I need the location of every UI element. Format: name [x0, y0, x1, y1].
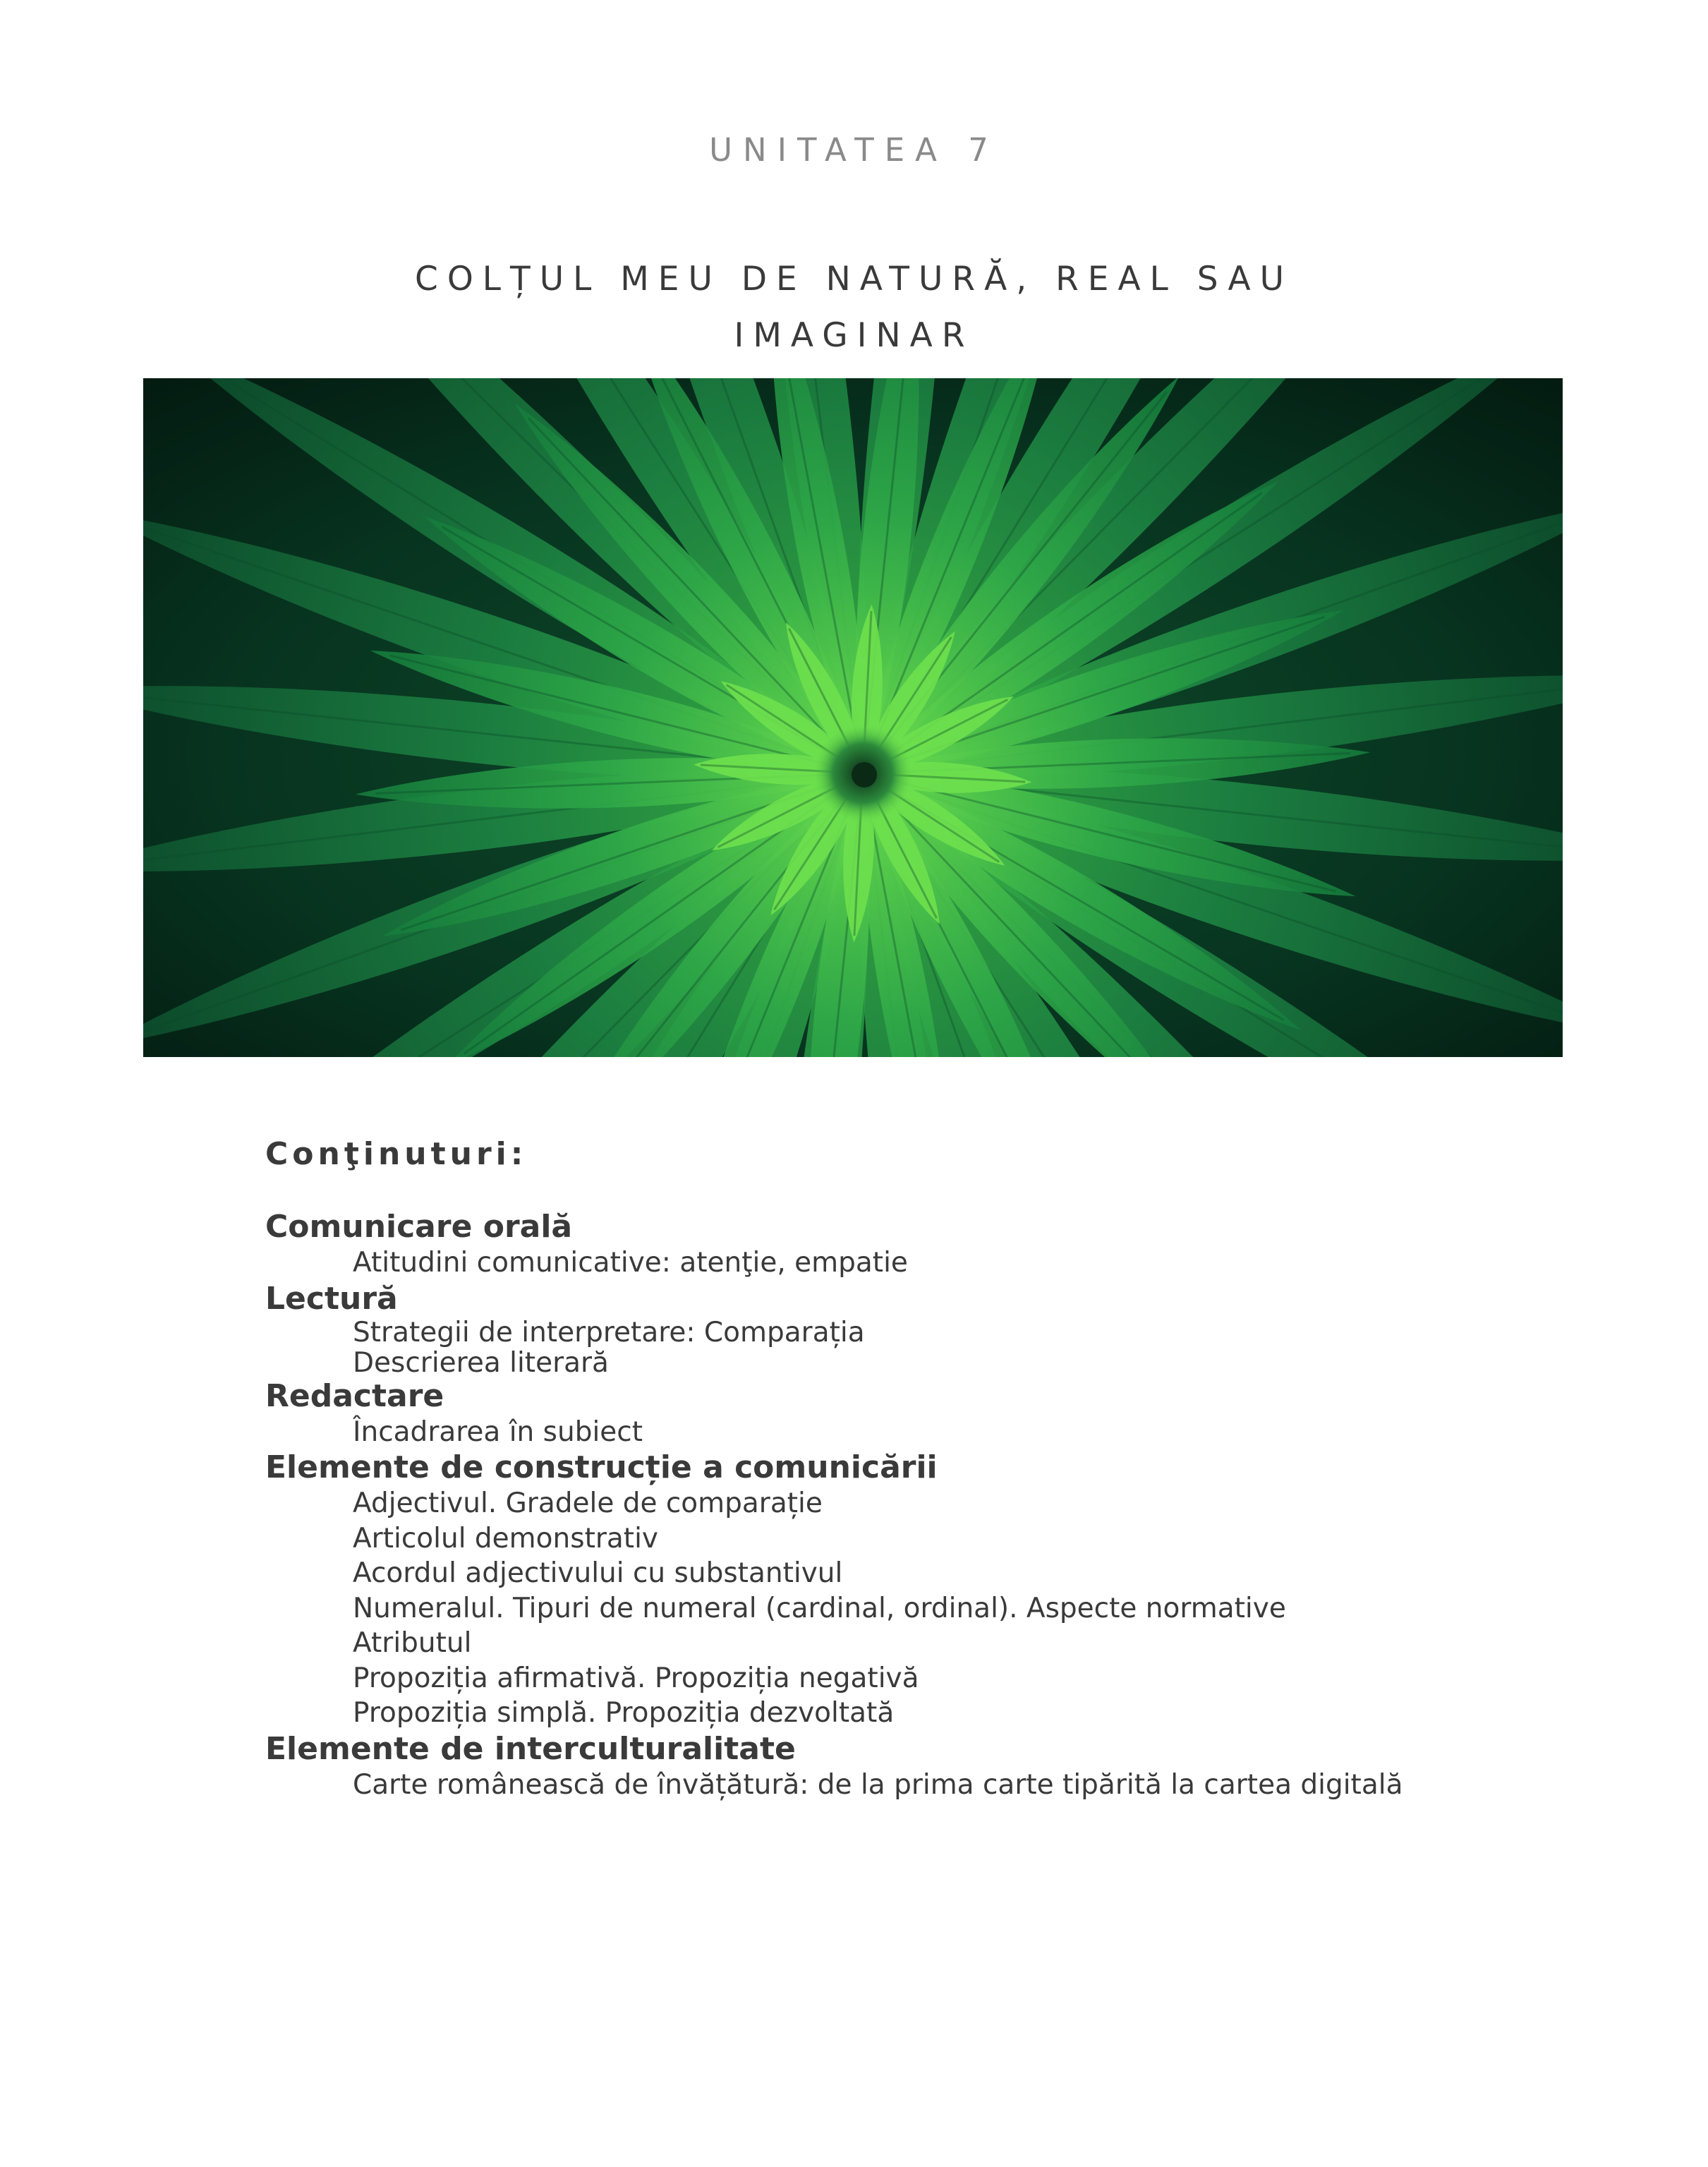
- list-item: Descrierea literară: [353, 1346, 609, 1379]
- contents-heading: Conţinuturi:: [265, 1136, 528, 1172]
- list-item: Atitudini comunicative: atenţie, empatie: [353, 1247, 908, 1279]
- section-title-comunicare-orala: Comunicare orală: [265, 1209, 573, 1245]
- contents-list: [265, 1136, 1535, 1802]
- hero-image: [143, 378, 1563, 1057]
- unit-title-line-1: COLȚUL MEU DE NATURĂ, REAL SAU: [415, 260, 1293, 298]
- list-item: Acordul adjectivului cu substantivul: [353, 1557, 843, 1589]
- list-item: Încadrarea în subiect: [353, 1416, 643, 1448]
- list-item: Numeralul. Tipuri de numeral (cardinal, ordinal). Aspecte normative: [353, 1592, 1286, 1624]
- unit-title-line-2: IMAGINAR: [734, 316, 974, 355]
- list-item: Strategii de interpretare: Comparația: [353, 1316, 865, 1348]
- list-item: Propoziția simplă. Propoziția dezvoltată: [353, 1697, 895, 1729]
- plant-photo: [143, 378, 1563, 1057]
- section-title-elemente-constructie: Elemente de construcție a comunicării: [265, 1449, 938, 1485]
- list-item: Carte românească de învățătură: de la prima carte tipărită la cartea digitală: [353, 1768, 1403, 1801]
- list-item: Propoziția afirmativă. Propoziția negativă: [353, 1662, 919, 1694]
- section-title-interculturalitate: Elemente de interculturalitate: [265, 1730, 796, 1767]
- unit-title: [0, 251, 1708, 364]
- list-item: Atributul: [353, 1627, 472, 1659]
- unit-label: UNITATEA 7: [709, 131, 999, 169]
- section-title-redactare: Redactare: [265, 1377, 444, 1414]
- plant-core: [852, 762, 877, 787]
- section-title-lectura: Lectură: [265, 1280, 398, 1317]
- list-item: Articolul demonstrativ: [353, 1522, 658, 1555]
- list-item: Adjectivul. Gradele de comparație: [353, 1487, 823, 1519]
